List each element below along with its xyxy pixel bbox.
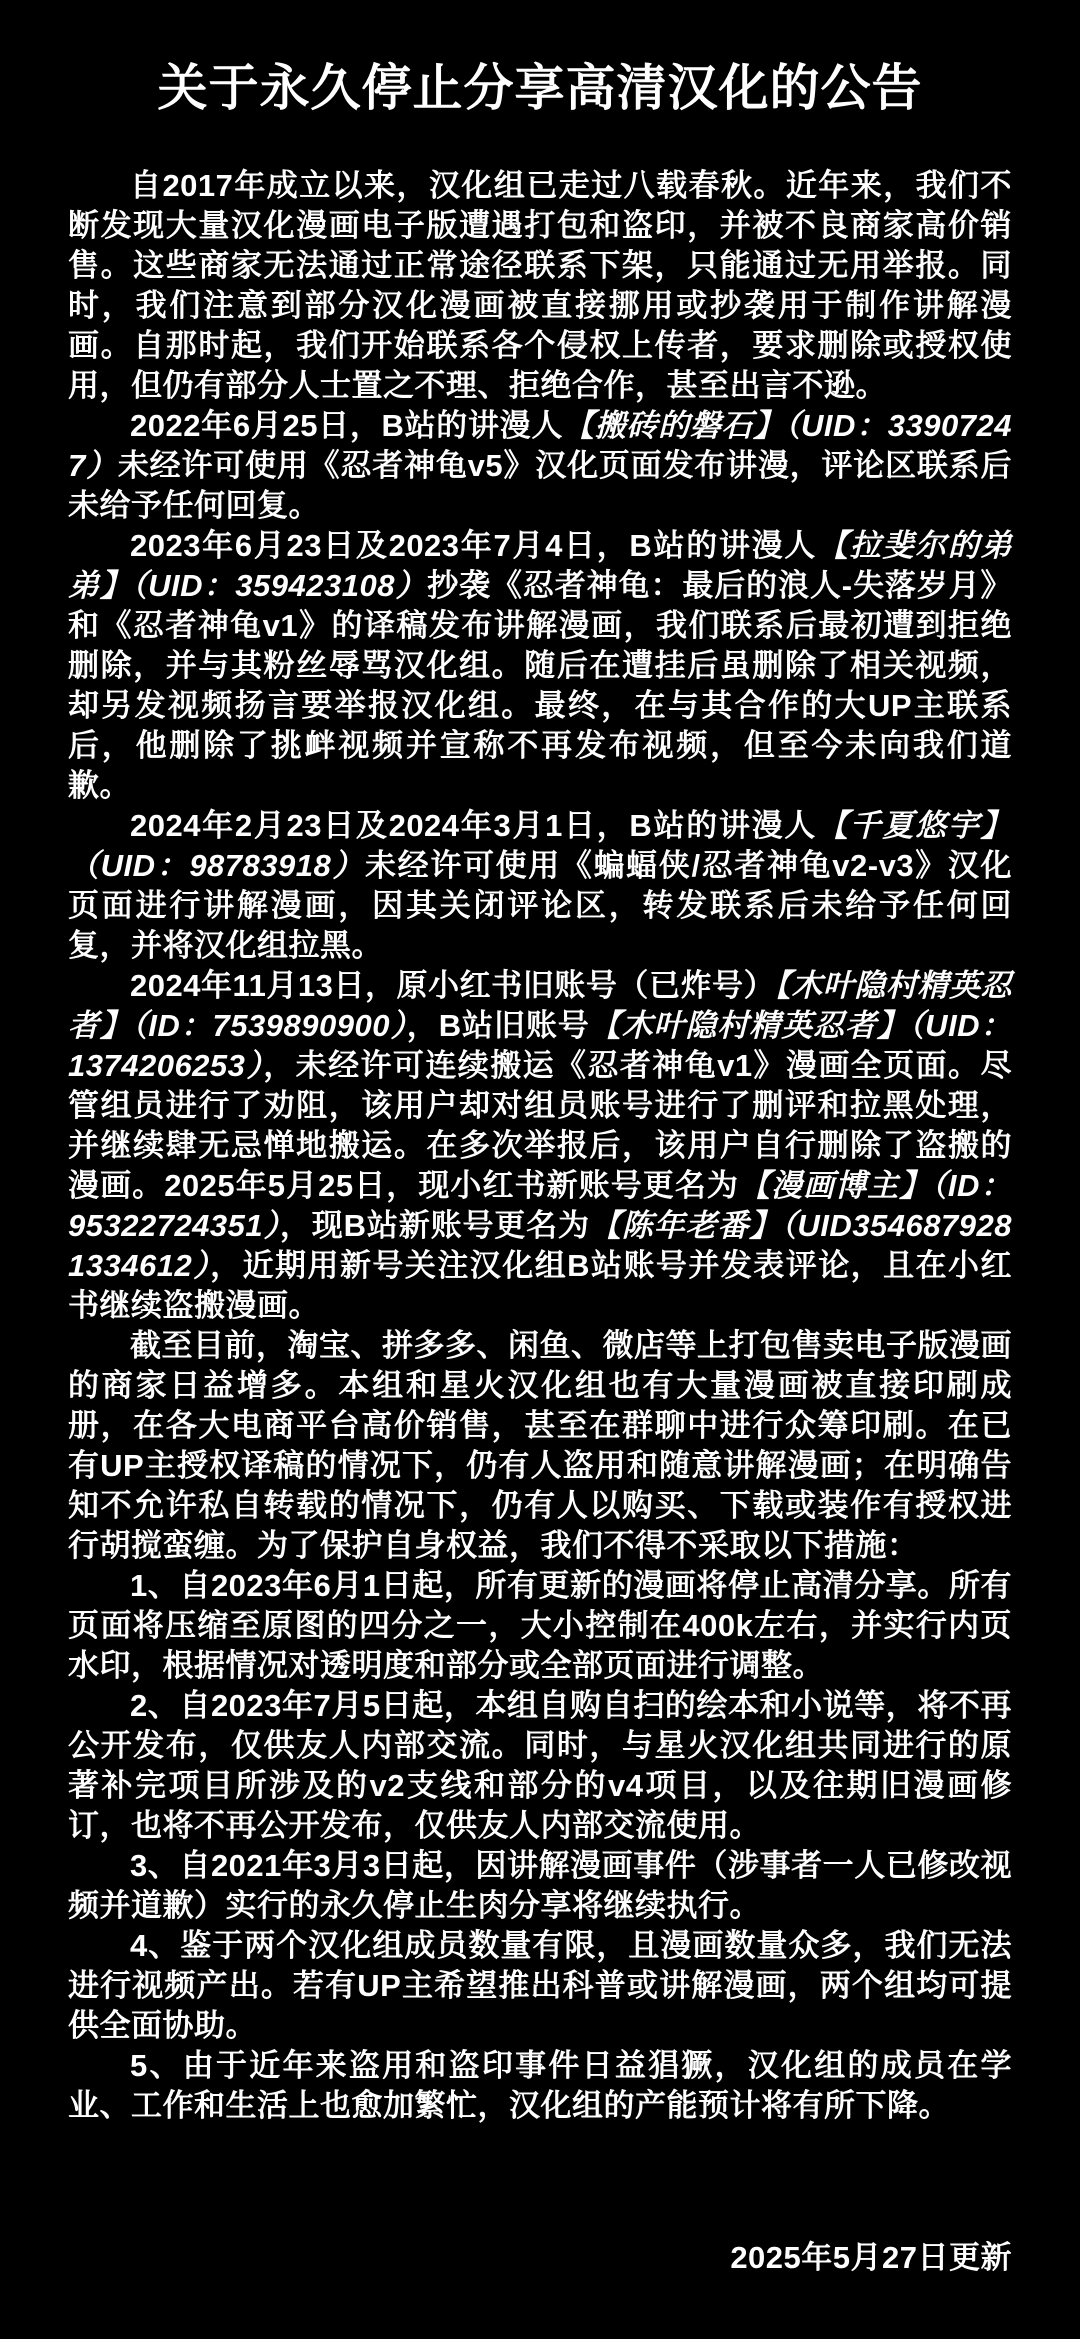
paragraph — [68, 2046, 1012, 2126]
text-segment: 1、自2023年6月1日起，所有更新的漫画将停止高清分享。所有页面将压缩至原图的四分之一，大小控制在400k左右，并实行内页水印，根据情况对透明度和部分或全部页面进行调整。 — [68, 1568, 1012, 1683]
text-segment: 自2017年成立以来，汉化组已走过八载春秋。近年来，我们不断发现大量汉化漫画电子版遭遇打包和盗印，并被不良商家高价销售。这些商家无法通过正常途径联系下架，只能通过无用举报。同时，我们注意到部分汉化漫画被直接挪用或抄袭用于制作讲解漫画。自那时起，我们开始联系各个侵权上传者，要求删除或授权使用，但仍有部分人士置之不理、拒绝合作，甚至出言不逊。 — [68, 168, 1012, 403]
text-segment: 未经许可使用《蝙蝠侠/忍者神龟v2-v3》汉化页面进行讲解漫画，因其关闭评论区，转发联系后未给予任何回复，并将汉化组拉黑。 — [68, 848, 1012, 963]
text-segment: 2022年6月25日，B站的讲漫人 — [130, 408, 564, 443]
paragraph — [68, 966, 1012, 1326]
update-date: 2025年5月27日更新 — [730, 2240, 1012, 2275]
paragraph — [68, 166, 1012, 406]
highlighted-account-name: 【木叶隐村精英忍者】（ID：7539890900） — [68, 968, 1013, 1043]
text-segment: 抄袭《忍者神龟：最后的浪人-失落岁月》和《忍者神龟v1》的译稿发布讲解漫画，我们联系后最初遭到拒绝删除，并与其粉丝辱骂汉化组。随后在遭挂后虽删除了相关视频，却另发视频扬言要举报汉化组。最终，在与其合作的大UP主联系后，他删除了挑衅视频并宣称不再发布视频，但至今未向我们道歉。 — [68, 568, 1012, 803]
text-segment: 4、鉴于两个汉化组成员数量有限，且漫画数量众多，我们无法进行视频产出。若有UP主希望推出科普或讲解漫画，两个组均可提供全面协助。 — [68, 1928, 1012, 2043]
text-segment: 截至目前，淘宝、拼多多、闲鱼、微店等上打包售卖电子版漫画的商家日益增多。本组和星火汉化组也有大量漫画被直接印刷成册，在各大电商平台高价销售，甚至在群聊中进行众筹印刷。在已有UP主授权译稿的情况下，仍有人盗用和随意讲解漫画；在明确告知不允许私自转载的情况下，仍有人以购买、下载或装作有授权进行胡搅蛮缠。为了保护自身权益，我们不得不采取以下措施： — [68, 1328, 1012, 1563]
text-segment: ，B站旧账号 — [406, 1008, 590, 1043]
text-segment: ，近期用新号关注汉化组B站账号并发表评论，且在小红书继续盗搬漫画。 — [68, 1248, 1012, 1323]
text-segment: ，现B站新账号更名为 — [279, 1208, 590, 1243]
paragraph — [68, 406, 1012, 526]
text-segment: 2024年2月23日及2024年3月1日，B站的讲漫人 — [130, 808, 818, 843]
paragraph — [68, 526, 1012, 806]
highlighted-account-name: 【千夏悠宇】（UID：98783918） — [68, 808, 1013, 883]
paragraph — [68, 806, 1012, 966]
highlighted-account-name: 【搬砖的磐石】（UID：33907247） — [68, 408, 1012, 483]
paragraph — [68, 1926, 1012, 2046]
paragraph — [68, 1326, 1012, 1566]
announcement-body — [68, 166, 1012, 2126]
text-segment: 2024年11月13日，原小红书旧账号（已炸号） — [130, 968, 776, 1003]
page-title: 关于永久停止分享高清汉化的公告 — [157, 60, 923, 116]
text-segment: 2023年6月23日及2023年7月4日，B站的讲漫人 — [130, 528, 818, 563]
highlighted-account-name: 【木叶隐村精英忍者】（UID：1374206253） — [68, 1008, 1012, 1083]
paragraph — [68, 1846, 1012, 1926]
paragraph — [68, 1566, 1012, 1686]
text-segment: 3、自2021年3月3日起，因讲解漫画事件（涉事者一人已修改视频并道歉）实行的永久停止生肉分享将继续执行。 — [68, 1848, 1012, 1923]
highlighted-account-name: 【拉斐尔的弟弟】（UID：359423108） — [68, 528, 1013, 603]
paragraph — [68, 1686, 1012, 1846]
text-segment: 5、由于近年来盗用和盗印事件日益猖獗，汉化组的成员在学业、工作和生活上也愈加繁忙，汉化组的产能预计将有所下降。 — [68, 2048, 1012, 2123]
highlighted-account-name: 【陈年老番】（UID3546879281334612） — [68, 1208, 1012, 1283]
text-segment: 未经许可使用《忍者神龟v5》汉化页面发布讲漫，评论区联系后未给予任何回复。 — [68, 448, 1012, 523]
text-segment: ，未经许可连续搬运《忍者神龟v1》漫画全页面。尽管组员进行了劝阻，该用户却对组员账号进行了删评和拉黑处理，并继续肆无忌惮地搬运。在多次举报后，该用户自行删除了盗搬的漫画。2025年5月25日，现小红书新账号更名为 — [68, 1048, 1012, 1203]
text-segment: 2、自2023年7月5日起，本组自购自扫的绘本和小说等，将不再公开发布，仅供友人内部交流。同时，与星火汉化组共同进行的原著补完项目所涉及的v2支线和部分的v4项目，以及往期旧漫画修订，也将不再公开发布，仅供友人内部交流使用。 — [68, 1688, 1012, 1843]
highlighted-account-name: 【漫画博主】（ID：95322724351） — [68, 1168, 1013, 1243]
